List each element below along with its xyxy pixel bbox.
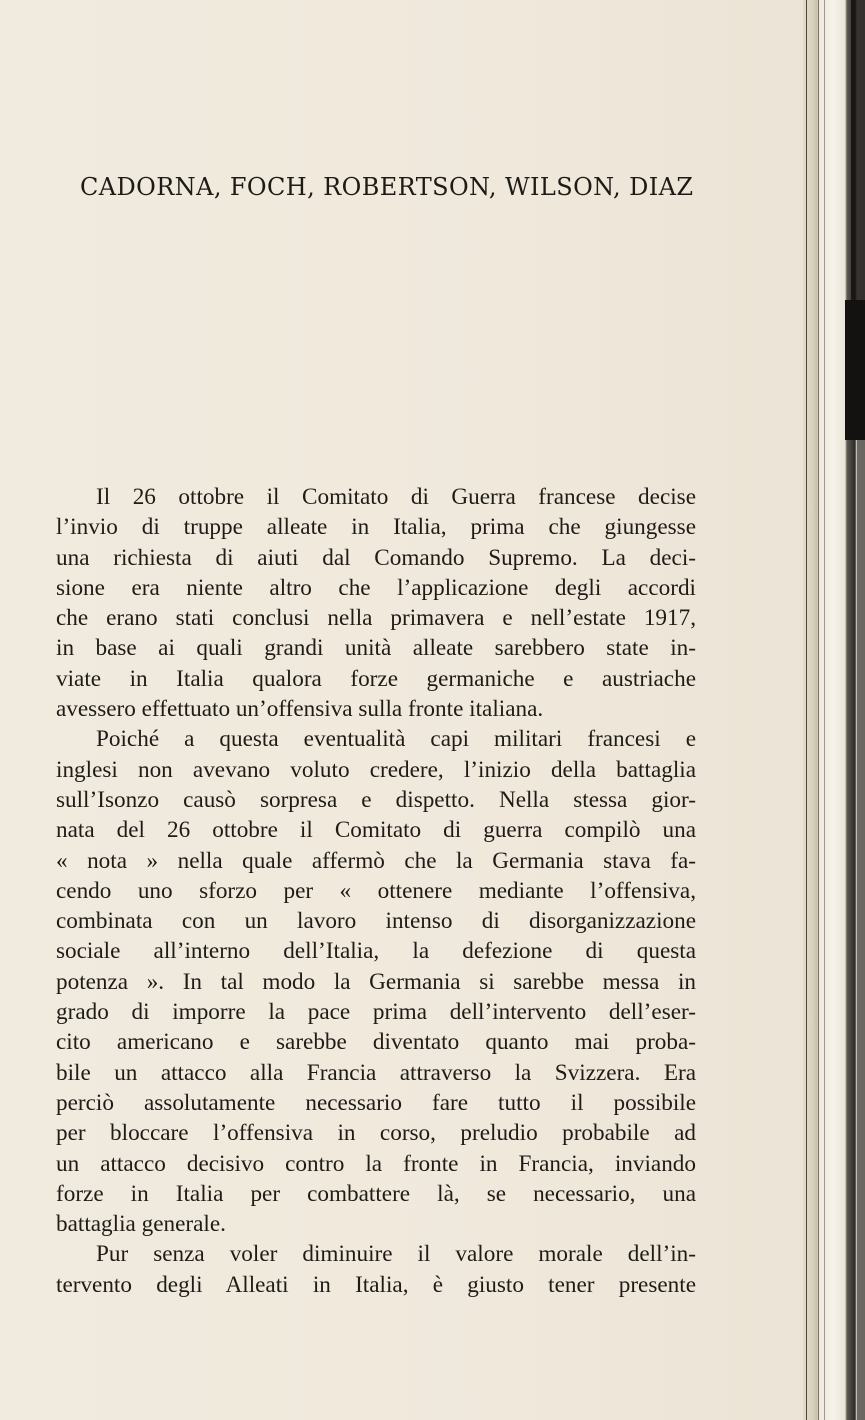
text-line: l’invio di truppe alleate in Italia, prima che giungesse: [56, 514, 696, 541]
text-line: battaglia generale.: [56, 1211, 226, 1238]
text-line: per bloccare l’offensiva in corso, preludio probabile ad: [56, 1120, 696, 1147]
text-line: in base ai quali grandi unità alleate sarebbero state in-: [56, 635, 696, 662]
text-line: cendo uno sforzo per « ottenere mediante l’offensiva,: [56, 877, 696, 904]
text-line: Poiché a questa eventualità capi militari francesi e: [96, 726, 696, 753]
text-line: sull’Isonzo causò sorpresa e dispetto. Nella stessa gior-: [56, 786, 696, 813]
text-line: nata del 26 ottobre il Comitato di guerra compilò una: [56, 817, 696, 844]
text-line: una richiesta di aiuti dal Comando Supremo. La deci-: [56, 544, 696, 571]
text-line: combinata con un lavoro intenso di disorganizzazione: [56, 908, 696, 935]
body-text: [56, 482, 696, 1300]
text-line: sociale all’interno dell’Italia, la defezione di questa: [56, 938, 696, 965]
text-line: bile un attacco alla Francia attraverso la Svizzera. Era: [56, 1059, 696, 1086]
text-line: tervento degli Alleati in Italia, è giusto tener presente: [56, 1271, 696, 1298]
page-edge-line: [818, 0, 819, 1420]
text-line: avessero effettuato un’offensiva sulla fronte italiana.: [56, 696, 544, 723]
page-edge-shadow: [857, 440, 865, 1420]
text-line: forze in Italia per combattere là, se necessario, una: [56, 1180, 696, 1207]
page-edge-shadow: [851, 0, 865, 300]
text-line: cito americano e sarebbe diventato quanto mai proba-: [56, 1029, 696, 1056]
text-line: che erano stati conclusi nella primavera e nell’estate 1917,: [56, 605, 696, 632]
page-edge-line: [824, 0, 825, 1420]
text-line: perciò assolutamente necessario fare tutto il possibile: [56, 1089, 696, 1116]
running-head: CADORNA, FOCH, ROBERTSON, WILSON, DIAZ: [80, 173, 694, 201]
text-line: inglesi non avevano voluto credere, l’inizio della battaglia: [56, 756, 696, 783]
text-line: « nota » nella quale affermò che la Germania stava fa-: [56, 847, 696, 874]
text-line: grado di imporre la pace prima dell’intervento dell’eser-: [56, 999, 696, 1026]
text-line: Il 26 ottobre il Comitato di Guerra francese decise: [96, 484, 696, 510]
text-line: viate in Italia qualora forze germaniche e austriache: [56, 665, 696, 692]
text-line: potenza ». In tal modo la Germania si sarebbe messa in: [56, 968, 696, 995]
page-edge-line: [806, 0, 807, 1420]
text-line: sione era niente altro che l’applicazione degli accordi: [56, 574, 696, 601]
text-line: Pur senza voler diminuire il valore morale dell’in-: [96, 1241, 696, 1268]
page-edge-shadow: [845, 300, 865, 440]
text-line: un attacco decisivo contro la fronte in Francia, inviando: [56, 1150, 696, 1177]
